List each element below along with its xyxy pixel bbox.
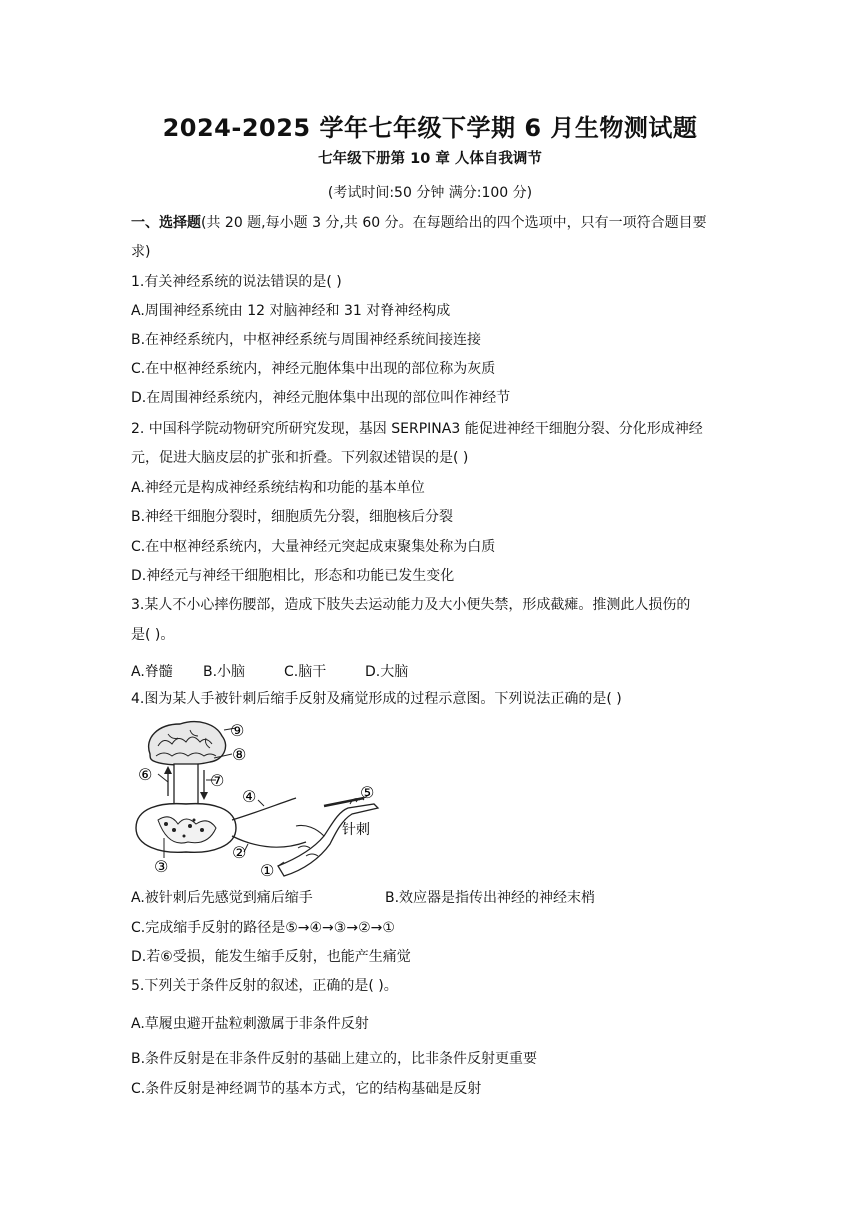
question-2-option-a: A.神经元是构成神经系统结构和功能的基本单位 bbox=[131, 480, 425, 496]
question-1-option-a: A.周围神经系统由 12 对脑神经和 31 对脊神经构成 bbox=[131, 303, 451, 319]
question-3-option-d: D.大脑 bbox=[365, 664, 409, 680]
label-9: ⑨ bbox=[230, 721, 245, 740]
question-3-stem-line1: 3.某人不小心摔伤腰部，造成下肢失去运动能力及大小便失禁，形成截瘫。推测此人损伤的 bbox=[131, 597, 691, 613]
question-5-option-c: C.条件反射是神经调节的基本方式，它的结构基础是反射 bbox=[131, 1081, 482, 1097]
question-4-option-c: C.完成缩手反射的路径是⑤→④→③→②→① bbox=[131, 920, 395, 936]
label-6: ⑥ bbox=[138, 765, 153, 784]
section-heading: 一、选择题 bbox=[131, 215, 201, 231]
descending-arrow-icon bbox=[200, 792, 208, 800]
page-subtitle: 七年级下册第 10 章 人体自我调节 bbox=[318, 151, 542, 167]
question-2-stem-line2: 元，促进大脑皮层的扩张和折叠。下列叙述错误的是( ) bbox=[131, 450, 469, 466]
label-4: ④ bbox=[242, 787, 257, 806]
question-3-option-b: B.小脑 bbox=[203, 664, 246, 680]
question-1-stem: 1.有关神经系统的说法错误的是( ) bbox=[131, 274, 342, 290]
spinal-tract bbox=[174, 764, 198, 804]
label-7: ⑦ bbox=[210, 771, 225, 790]
question-5-stem: 5.下列关于条件反射的叙述，正确的是( )。 bbox=[131, 978, 398, 994]
spinal-cord-cross-section bbox=[136, 804, 236, 853]
question-2-option-b: B.神经干细胞分裂时，细胞质先分裂，细胞核后分裂 bbox=[131, 509, 454, 525]
question-4-option-d: D.若⑥受损，能发生缩手反射，也能产生痛觉 bbox=[131, 949, 411, 965]
question-5-option-a: A.草履虫避开盐粒刺激属于非条件反射 bbox=[131, 1016, 369, 1032]
question-3-option-a: A.脊髓 bbox=[131, 664, 173, 680]
needle-label: 针刺 bbox=[342, 822, 370, 838]
question-1-option-d: D.在周围神经系统内，神经元胞体集中出现的部位叫作神经节 bbox=[131, 390, 511, 406]
question-1-option-b: B.在神经系统内，中枢神经系统与周围神经系统间接连接 bbox=[131, 332, 482, 348]
ascending-arrow-icon bbox=[164, 766, 172, 774]
label-3: ③ bbox=[154, 857, 169, 876]
question-5-option-b: B.条件反射是在非条件反射的基础上建立的，比非条件反射更重要 bbox=[131, 1051, 538, 1067]
page-title: 2024-2025 学年七年级下学期 6 月生物测试题 bbox=[162, 114, 698, 142]
question-2-option-d: D.神经元与神经干细胞相比，形态和功能已发生变化 bbox=[131, 568, 455, 584]
needle-icon bbox=[324, 798, 364, 806]
reflex-arc-diagram bbox=[128, 716, 390, 878]
label-1: ① bbox=[260, 861, 275, 878]
question-4-option-a: A.被针刺后先感觉到痛后缩手 bbox=[131, 890, 313, 906]
question-3-options bbox=[131, 663, 731, 681]
section-description-cont: 求) bbox=[131, 244, 151, 260]
exam-info: (考试时间:50 分钟 满分:100 分) bbox=[327, 185, 533, 201]
question-3-stem-line2: 是( )。 bbox=[131, 627, 175, 643]
section-heading-line bbox=[131, 214, 731, 232]
label-5: ⑤ bbox=[360, 783, 375, 802]
question-2-stem-line1: 2. 中国科学院动物研究所研究发现，基因 SERPINA3 能促进神经干细胞分裂、分化形成神经 bbox=[131, 421, 703, 437]
question-4-stem: 4.图为某人手被针刺后缩手反射及痛觉形成的过程示意图。下列说法正确的是( ) bbox=[131, 691, 622, 707]
brain-illustration bbox=[149, 722, 226, 765]
label-2: ② bbox=[232, 843, 247, 862]
question-2-option-c: C.在中枢神经系统内，大量神经元突起成束聚集处称为白质 bbox=[131, 539, 496, 555]
question-3-option-c: C.脑干 bbox=[284, 664, 327, 680]
question-4-option-b: B.效应器是指传出神经的神经末梢 bbox=[385, 890, 596, 906]
section-description: (共 20 题,每小题 3 分,共 60 分。在每题给出的四个选项中，只有一项符合题目要 bbox=[201, 215, 707, 231]
label-8: ⑧ bbox=[232, 745, 247, 764]
question-1-option-c: C.在中枢神经系统内，神经元胞体集中出现的部位称为灰质 bbox=[131, 361, 496, 377]
question-4-options-ab bbox=[131, 889, 731, 907]
